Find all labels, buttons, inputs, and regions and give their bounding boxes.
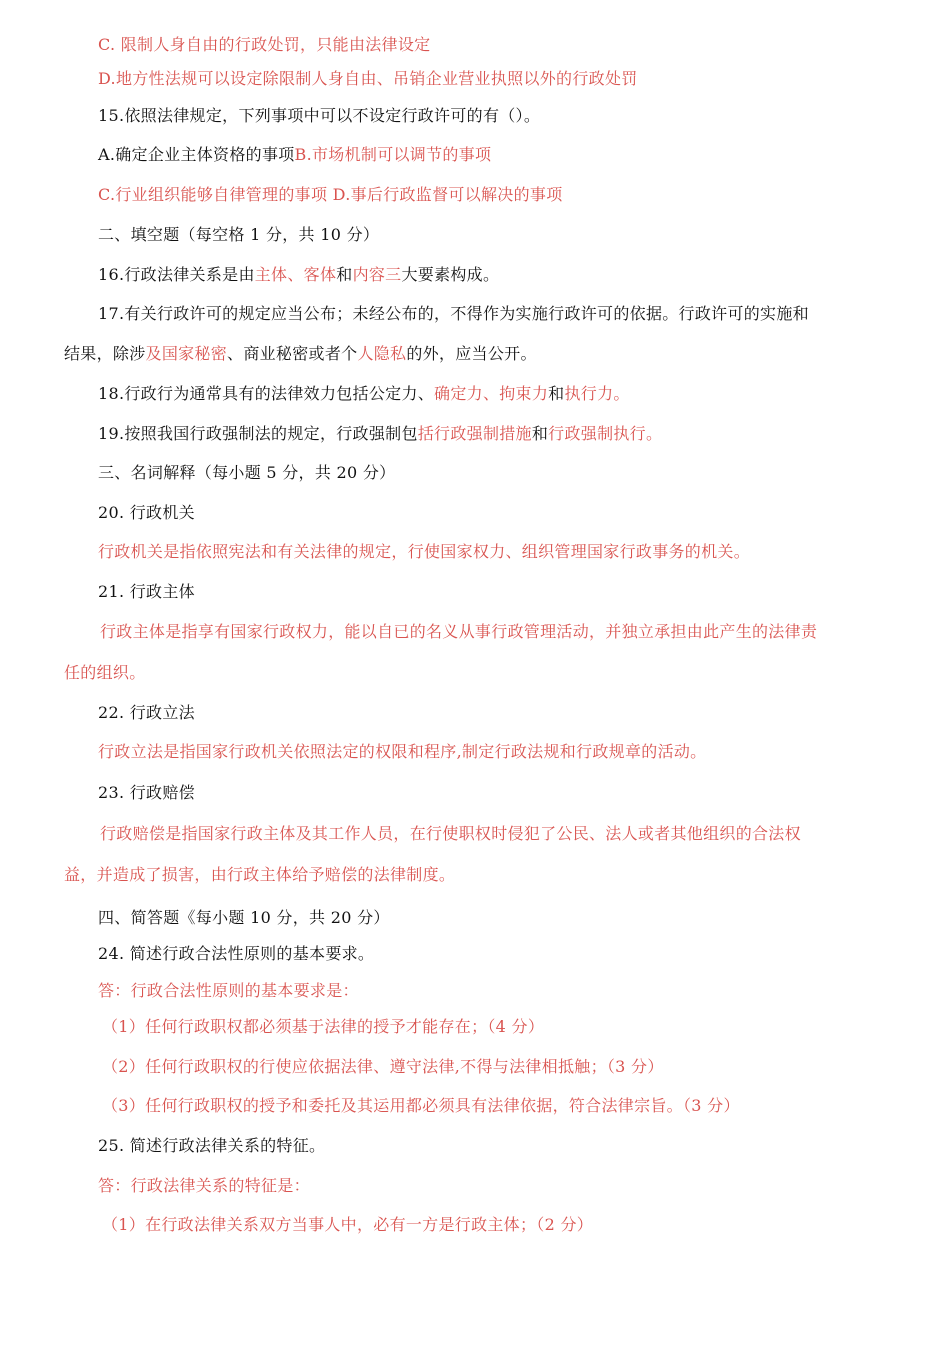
q22-term: 22. 行政立法 bbox=[98, 703, 195, 722]
q17-text-2: 、商业秘密或者个 bbox=[227, 344, 358, 363]
q18-answer-1: 确定力、拘束力 bbox=[434, 384, 549, 403]
q21-answer-line-1: 行政主体是指享有国家行政权力，能以自已的名义从事行政管理活动，并独立承担由此产生的法律责 bbox=[100, 622, 818, 641]
q15-options-cd bbox=[98, 185, 563, 205]
q25-point-1: （1）在行政法律关系双方当事人中，必有一方是行政主体；（2 分） bbox=[102, 1215, 594, 1234]
section-4-heading: 四、简答题《每小题 10 分，共 20 分） bbox=[98, 908, 390, 927]
q24-point-1: （1）任何行政职权都必须基于法律的授予才能存在；（4 分） bbox=[102, 1017, 545, 1036]
q15-option-d: D.事后行政监督可以解决的事项 bbox=[332, 185, 563, 204]
q18-text-2: 和 bbox=[548, 384, 565, 403]
q18-text-1: 18.行政行为通常具有的法律效力包括公定力、 bbox=[98, 384, 435, 403]
q19-text-1: 19.按照我国行政强制法的规定，行政强制包 bbox=[98, 424, 418, 443]
q20-term: 20. 行政机关 bbox=[98, 503, 195, 522]
q18 bbox=[98, 384, 630, 404]
q17-line-2 bbox=[64, 344, 537, 364]
q16-text-3: 大要素构成。 bbox=[401, 265, 500, 284]
section-2-heading: 二、填空题（每空格 1 分，共 10 分） bbox=[98, 225, 380, 244]
q22-answer: 行政立法是指国家行政机关依照法定的权限和程序,制定行政法规和行政规章的活动。 bbox=[98, 742, 707, 761]
q23-term: 23. 行政赔偿 bbox=[98, 783, 195, 802]
q25-stem: 25. 简述行政法律关系的特征。 bbox=[98, 1136, 326, 1155]
q17-text-1: 结果，除涉 bbox=[64, 344, 146, 363]
q19-answer-2: 行政强制执行。 bbox=[548, 424, 663, 443]
q15-option-a: A.确定企业主体资格的事项 bbox=[98, 145, 295, 164]
q21-answer-line-2: 任的组织。 bbox=[64, 663, 146, 682]
q24-point-2: （2）任何行政职权的行使应依据法律、遵守法律,不得与法律相抵触；（3 分） bbox=[102, 1057, 664, 1076]
q19-answer-1: 括行政强制措施 bbox=[417, 424, 532, 443]
q20-answer: 行政机关是指依照宪法和有关法律的规定，行使国家权力、组织管理国家行政事务的机关。 bbox=[98, 542, 751, 561]
section-3-heading: 三、名词解释（每小题 5 分，共 20 分） bbox=[98, 463, 396, 482]
q15-option-b: B.市场机制可以调节的事项 bbox=[294, 145, 492, 164]
q19-text-2: 和 bbox=[531, 424, 549, 443]
q15-stem: 15.依照法律规定，下列事项中可以不设定行政许可的有（）。 bbox=[98, 106, 541, 125]
q14-option-d: D.地方性法规可以设定除限制人身自由、吊销企业营业执照以外的行政处罚 bbox=[98, 69, 638, 88]
q21-term: 21. 行政主体 bbox=[98, 582, 195, 601]
q17-text-3: 的外，应当公开。 bbox=[406, 344, 537, 363]
q18-answer-2: 执行力。 bbox=[564, 384, 630, 403]
q15-option-c: C.行业组织能够自律管理的事项 bbox=[98, 185, 328, 204]
q23-answer-line-1: 行政赔偿是指国家行政主体及其工作人员，在行使职权时侵犯了公民、法人或者其他组织的合法权 bbox=[100, 824, 801, 843]
q24-point-3: （3）任何行政职权的授予和委托及其运用都必须具有法律依据，符合法律宗旨。（3 分） bbox=[102, 1096, 740, 1115]
q16-answer-1: 主体、客体 bbox=[254, 265, 337, 284]
q16-text-2: 和 bbox=[336, 265, 353, 284]
q23-answer-line-2: 益，并造成了损害，由行政主体给予赔偿的法律制度。 bbox=[64, 865, 456, 884]
q17-line-1: 17.有关行政许可的规定应当公布；未经公布的，不得作为实施行政许可的依据。行政许可的实施和 bbox=[98, 304, 809, 323]
q24-answer-intro: 答：行政合法性原则的基本要求是： bbox=[98, 981, 359, 1000]
q17-answer-2: 人隐私 bbox=[357, 344, 407, 363]
q15-options-ab bbox=[98, 145, 491, 165]
q16 bbox=[98, 265, 499, 285]
q25-answer-intro: 答：行政法律关系的特征是： bbox=[98, 1176, 310, 1195]
q16-answer-2: 内容三 bbox=[352, 265, 402, 284]
q14-option-c: C. 限制人身自由的行政处罚，只能由法律设定 bbox=[98, 35, 431, 54]
q17-answer-1: 及国家秘密 bbox=[145, 344, 228, 363]
q24-stem: 24. 简述行政合法性原则的基本要求。 bbox=[98, 944, 375, 963]
q16-text-1: 16.行政法律关系是由 bbox=[98, 265, 255, 284]
q19 bbox=[98, 424, 662, 444]
